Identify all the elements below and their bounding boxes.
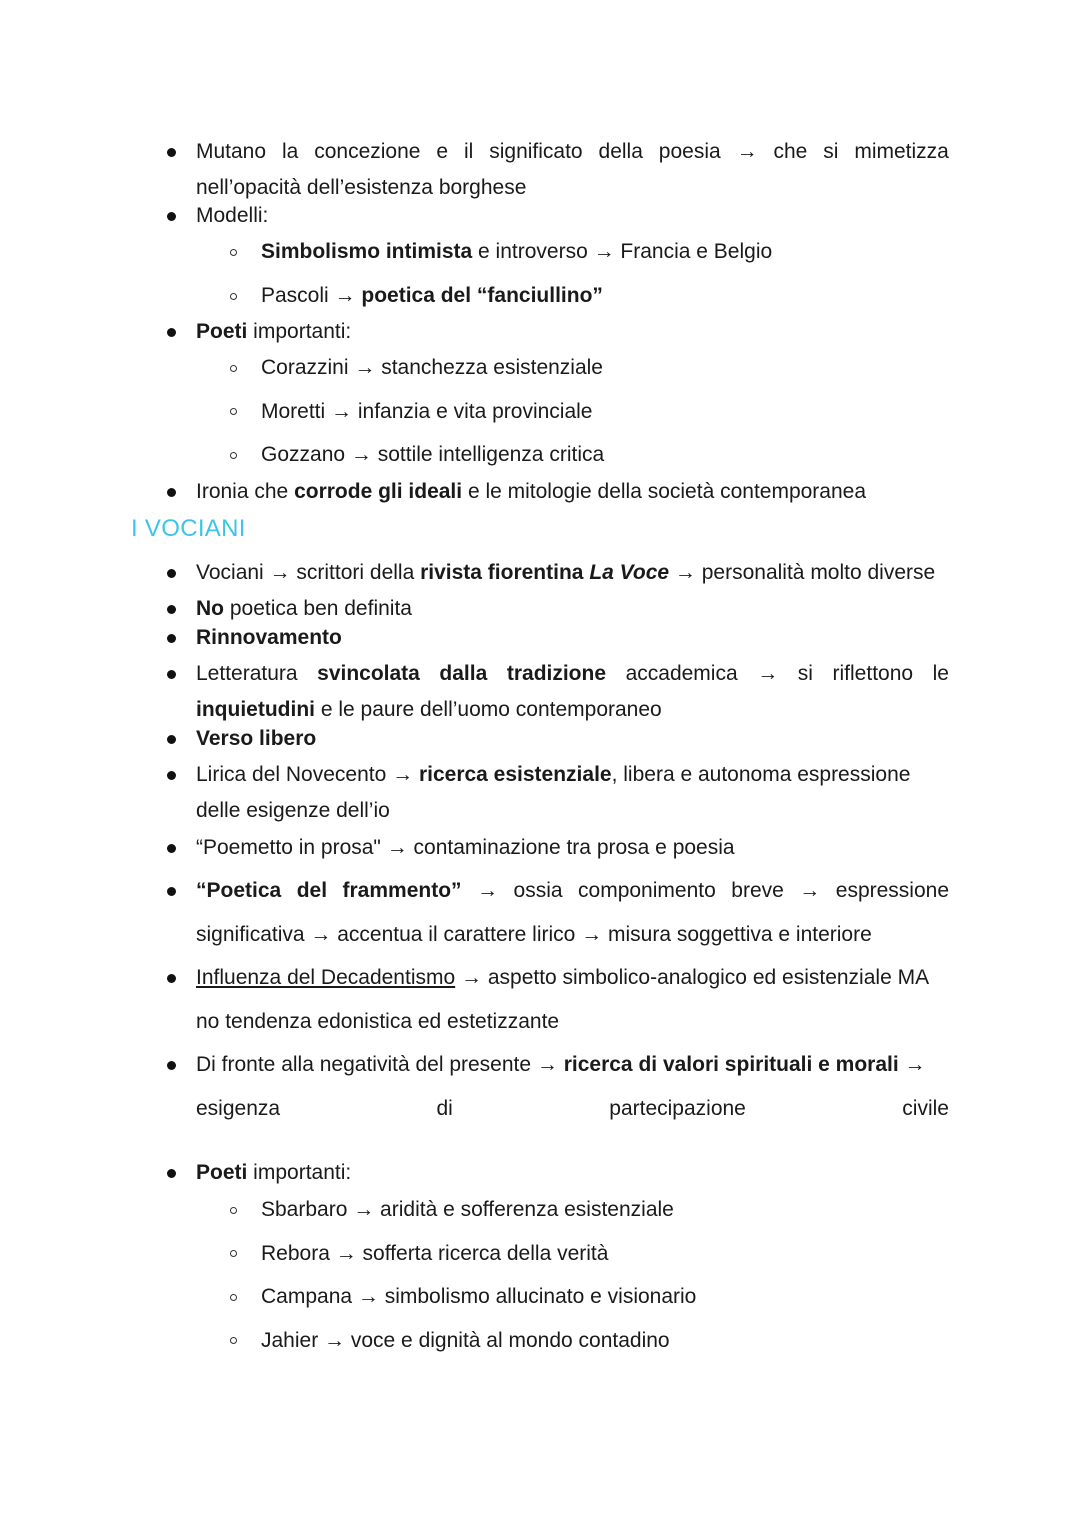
- text: → aspetto simbolico-analogico ed esistenziale MA: [455, 966, 930, 989]
- bullet-free-verse: Verso libero: [196, 727, 317, 750]
- word: accademica: [625, 662, 738, 685]
- text: e introverso → Francia e Belgio: [472, 240, 773, 263]
- sub-bullet-jahier: Jahier → voce e dignità al mondo contadino: [261, 1329, 670, 1352]
- bullet-decadentism-continued: no tendenza edonistica ed estetizzante: [196, 1010, 560, 1033]
- word: della: [598, 140, 643, 163]
- bullet-literature-continued: [196, 697, 662, 723]
- arrow: →: [799, 879, 821, 902]
- text: poetica ben definita: [224, 597, 412, 620]
- sub-bullet-circle: [230, 293, 237, 300]
- bullet-dot: [167, 148, 176, 157]
- sub-bullet-pascoli: [261, 283, 603, 309]
- word: e: [436, 140, 449, 163]
- text: , libera e autonoma espressione: [611, 763, 911, 786]
- bold-text: Poeti: [196, 1161, 248, 1184]
- bold-word: frammento”: [342, 879, 462, 902]
- word: le: [932, 662, 949, 685]
- bullet-decadentism: [196, 965, 929, 991]
- word: si: [797, 662, 813, 685]
- sub-bullet-sbarbaro: Sbarbaro → aridità e sofferenza esistenziale: [261, 1198, 674, 1221]
- bullet-dot: [167, 771, 176, 780]
- text: Lirica del Novecento →: [196, 763, 419, 786]
- word: Mutano: [196, 140, 267, 163]
- word: si: [823, 140, 839, 163]
- word: componimento: [578, 879, 716, 902]
- arrow: →: [757, 662, 779, 685]
- bullet-line: [196, 139, 949, 165]
- word: di: [436, 1097, 453, 1120]
- journal-title: La Voce: [589, 561, 670, 584]
- bullet-dot: [167, 670, 176, 679]
- sub-bullet-circle: [230, 408, 237, 415]
- bullet-irony: [196, 479, 866, 505]
- bold-text: Simbolismo intimista: [261, 240, 473, 263]
- word: breve: [731, 879, 784, 902]
- bullet-poets-2: [196, 1160, 351, 1186]
- word: partecipazione: [609, 1097, 746, 1120]
- bold-word: dalla: [439, 662, 488, 685]
- text: e le paure dell’uomo contemporaneo: [314, 698, 662, 721]
- sub-bullet-moretti: Moretti → infanzia e vita provinciale: [261, 400, 593, 423]
- bold-word: tradizione: [506, 662, 607, 685]
- bullet-dot: [167, 735, 176, 744]
- bold-text: No: [196, 597, 224, 620]
- bullet-line-continued: nell’opacità dell’esistenza borghese: [196, 176, 527, 199]
- text: importanti:: [247, 320, 352, 343]
- bold-text: corrode gli ideali: [294, 480, 463, 503]
- sub-bullet-rebora: Rebora → sofferta ricerca della verità: [261, 1242, 609, 1265]
- bold-word: del: [296, 879, 328, 902]
- bold-text: ricerca di valori spirituali e morali: [563, 1053, 899, 1076]
- word: il: [463, 140, 474, 163]
- sub-bullet-circle: [230, 1250, 237, 1257]
- bullet-literature: [196, 661, 949, 687]
- bullet-dot: [167, 605, 176, 614]
- word: concezione: [314, 140, 421, 163]
- text: Vociani → scrittori della: [196, 561, 421, 584]
- bullet-dot: [167, 634, 176, 643]
- text: e le mitologie della società contemporanea: [462, 480, 867, 503]
- bullet-dot: [167, 1061, 176, 1070]
- sub-bullet-circle: [230, 452, 237, 459]
- sub-bullet-circle: [230, 1207, 237, 1214]
- sub-bullet-circle: [230, 365, 237, 372]
- sub-bullet-circle: [230, 249, 237, 256]
- bullet-dot: [167, 974, 176, 983]
- bold-text: rivista fiorentina: [420, 561, 590, 584]
- bullet-vociani: [196, 560, 935, 586]
- sub-bullet-gozzano: Gozzano → sottile intelligenza critica: [261, 443, 605, 466]
- sub-bullet-corazzini: Corazzini → stanchezza esistenziale: [261, 356, 603, 379]
- text: → personalità molto diverse: [669, 561, 936, 584]
- word: significato: [489, 140, 583, 163]
- word: poesia: [658, 140, 721, 163]
- sub-bullet-circle: [230, 1337, 237, 1344]
- bold-text: ricerca esistenziale: [418, 763, 612, 786]
- text: importanti:: [247, 1161, 352, 1184]
- bullet-poets: [196, 319, 351, 345]
- text: Di fronte alla negatività del presente →: [196, 1053, 564, 1076]
- text: Pascoli →: [261, 284, 362, 307]
- bullet-fragment-continued: significativa → accentua il carattere lirico → misura soggettiva e interiore: [196, 923, 872, 946]
- bold-word: svincolata: [317, 662, 420, 685]
- bullet-dot: [167, 212, 176, 221]
- bold-text: Poeti: [196, 320, 248, 343]
- word: Letteratura: [196, 662, 298, 685]
- word: civile: [902, 1097, 949, 1120]
- bullet-dot: [167, 569, 176, 578]
- bullet-negativity-continued: [196, 1096, 949, 1122]
- bullet-dot: [167, 1169, 176, 1178]
- bullet-dot: [167, 844, 176, 853]
- word: mimetizza: [854, 140, 949, 163]
- sub-bullet-symbolism: [261, 239, 772, 265]
- arrow: →: [736, 140, 758, 163]
- section-heading: I VOCIANI: [131, 515, 246, 542]
- bullet-dot: [167, 488, 176, 497]
- text: Ironia che: [196, 480, 295, 503]
- bold-text: poetica del “fanciullino”: [361, 284, 603, 307]
- bullet-fragment: [196, 878, 949, 904]
- underlined-text: Influenza del Decadentismo: [196, 966, 456, 989]
- bullet-models: Modelli:: [196, 204, 269, 227]
- sub-bullet-circle: [230, 1294, 237, 1301]
- bullet-no-poetics: [196, 596, 412, 622]
- bullet-dot: [167, 328, 176, 337]
- bullet-lyric: [196, 762, 910, 788]
- word: che: [773, 140, 808, 163]
- bullet-dot: [167, 887, 176, 896]
- bullet-negativity: [196, 1052, 926, 1078]
- word: esigenza: [196, 1097, 281, 1120]
- sub-bullet-campana: Campana → simbolismo allucinato e visionario: [261, 1285, 697, 1308]
- bullet-lyric-continued: delle esigenze dell’io: [196, 799, 390, 822]
- bullet-prose-poem: “Poemetto in prosa" → contaminazione tra prosa e poesia: [196, 836, 735, 859]
- arrow: →: [477, 879, 499, 902]
- bullet-renewal: Rinnovamento: [196, 626, 342, 649]
- text: →: [898, 1053, 926, 1076]
- bold-word: “Poetica: [196, 879, 282, 902]
- bold-text: inquietudini: [196, 698, 315, 721]
- word: la: [281, 140, 299, 163]
- word: riflettono: [832, 662, 914, 685]
- word: ossia: [513, 879, 563, 902]
- word: espressione: [835, 879, 949, 902]
